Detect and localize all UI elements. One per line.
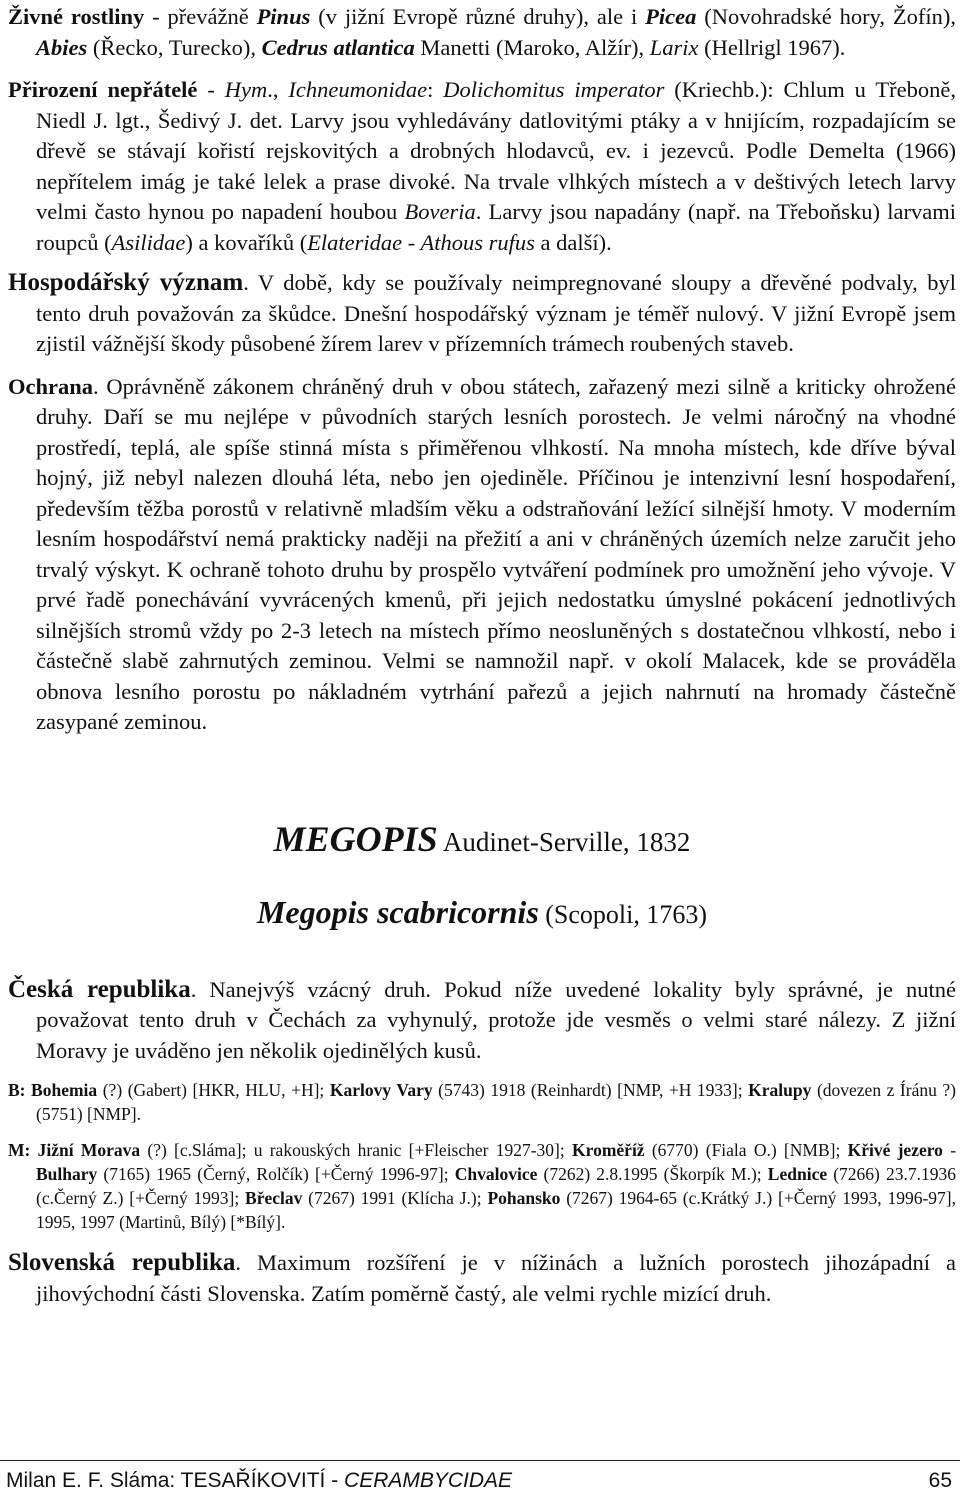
slovak-republic-heading: Slovenská republika	[8, 1249, 236, 1276]
economic-importance-heading: Hospodářský význam	[8, 269, 244, 296]
species-author: (Scopoli, 1763)	[538, 899, 708, 929]
species-heading	[8, 894, 956, 931]
czech-republic-heading: Česká republika	[8, 975, 191, 1003]
host-plants-paragraph: Živné rostliny - převážně Pinus (v jižní Evropě různé druhy), ale i Picea (Novohradské hory, Žofín), Abies (Řecko, Turecko), Cedrus atlantica Manetti (Maroko, Alžír), Larix (Hellrigl 1967).	[8, 4, 956, 60]
records-bohemia: B: Bohemia (?) (Gabert) [HKR, HLU, +H]; Karlovy Vary (5743) 1918 (Reinhardt) [NMP, +H 1933]; Kralupy (dovezen z Íránu ?) (5751) [NMP].	[8, 1080, 956, 1124]
page-footer	[0, 1460, 960, 1492]
genus-author: Audinet-Serville, 1832	[437, 826, 691, 857]
protection-heading: Ochrana	[8, 373, 94, 399]
records-moravia: M: Jižní Morava (?) [c.Sláma]; u rakouských hranic [+Fleischer 1927-30]; Kroměříž (6770) (Fiala O.) [NMB]; Křivé jezero - Bulhary (7165) 1965 (Černý, Rolčík) [+Černý 1996-97]; Chvalovice (7262) 2.8.1995 (Škorpík M.); Lednice (7266) 23.7.1936 (c.Černý Z.) [+Černý 1993]; Břeclav (7267) 1991 (Klícha J.); Pohansko (7267) 1964-65 (c.Krátký J.) [+Černý 1993, 1996-97], 1995, 1997 (Martinů, Bílý) [*Bílý].	[8, 1140, 957, 1232]
slovak-republic-paragraph: Slovenská republika. Maximum rozšíření je v nížinách a lužních porostech jihozápadní a jihovýchodní části Slovenska. Zatím poměrně častý, ale velmi rychle mizící druh.	[8, 1249, 956, 1306]
czech-republic-paragraph: Česká republika. Nanejvýš vzácný druh. Pokud níže uvedené lokality byly správné, je nutné považovat tento druh v Čechách za vyhynulý, protože jde vesměs o velmi staré nálezy. Z jižní Moravy je uváděno jen několik ojedinělých kusů.	[8, 975, 957, 1063]
running-footer: Milan E. F. Sláma: TESAŘÍKOVITÍ - CERAMBYCIDAE	[6, 1469, 513, 1492]
page-number: 65	[928, 1469, 952, 1492]
natural-enemies-heading: Přirození nepřátelé	[8, 77, 198, 102]
page-body	[8, 0, 956, 1309]
natural-enemies-paragraph: Přirození nepřátelé - Hym., Ichneumonidae: Dolichomitus imperator (Kriechb.): Chlum u Třeboně, Niedl J. lgt., Šedivý J. det. Larvy jsou vyhledávány datlovitými ptáky a v hnijícím, rozpadajícím se dřevě se stávají kořistí rejskovitých a drobných hlodavců, ev. i jezevců. Podle Demelta (1966) nepřítelem imág je také lelek a prase divoké. Na trvale vlhkých místech a v deštivých letech larvy velmi často hynou po napadení houbou Boveria. Larvy jsou napadány (např. na Třeboňsku) larvami roupců (Asilidae) a kovaříků (Elateridae - Athous rufus a další).	[8, 77, 956, 255]
species-name: Megopis scabricornis	[256, 893, 539, 930]
genus-heading	[8, 818, 956, 860]
economic-importance-paragraph: Hospodářský význam. V době, kdy se používaly neimpregnované sloupy a dřevěné podvaly, byl tento druh považován za škůdce. Dnešní hospodářský význam je téměř nulový. V jižní Evropě jsem zjistil vážnější škody působené žírem larev v přízemních trámech roubených staveb.	[8, 269, 956, 356]
protection-paragraph: Ochrana. Oprávněně zákonem chráněný druh v obou státech, zařazený mezi silně a kriticky ohrožené druhy. Daří se mu nejlépe v původních starých lesních porostech. Je velmi náročný na vhodné prostředí, teplá, ale spíše stinná místa s přiměřenou vlhkostí. Na mnoha místech, kde dříve býval hojný, již nebyl nalezen dlouhá léta, nebo jen ojediněle. Příčinou je intenzivní lesní hospodaření, především těžba porostů v relativně mladším věku a odstraňování ležící silnější hmoty. V moderním lesním hospodářství nemá prakticky naději na přežití a ani v chráněných územích nelze zaručit jeho trvalý výskyt. K ochraně tohoto druhu by prospělo vytváření podmínek pro umožnění jeho vývoje. V prvé řadě ponechávání vyvrácených kmenů, při jejich nedostatku úmyslné pokácení jednotlivých silnějších stromů vždy po 2-3 letech na místech přímo neosluněných s dostatečnou vlhkostí, nebo i částečně slabě zahrnutých zeminou. Velmi se namnožil např. v okolí Malacek, kde se prováděla obnova lesního porostu po nákladném vytrhání pařezů a jejich nahrnutí na hromady částečně zasypané zeminou.	[8, 373, 956, 734]
host-plants-heading: Živné rostliny	[8, 4, 145, 29]
genus-name: MEGOPIS	[273, 818, 438, 859]
